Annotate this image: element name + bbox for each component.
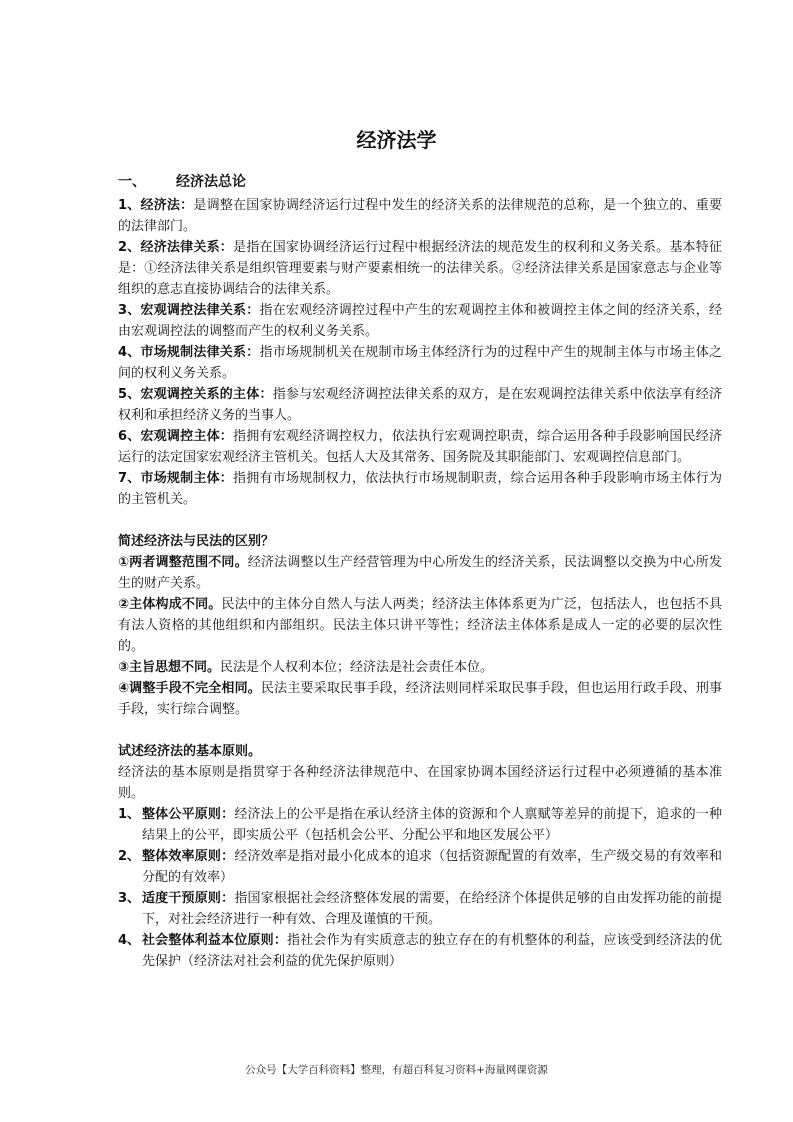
principle-text: 经济法上的公平是指在承认经济主体的资源和个人禀赋等差异的前提下，追求的一种结果上的公平，即实质公平（包括机会公平、分配公平和地区发展公平） xyxy=(142,807,722,843)
principle-text: 经济效率是指对最小化成本的追求（包括资源配置的有效率，生产级交易的有效率和分配的有效率） xyxy=(142,849,722,885)
definition-term: 1、经济法： xyxy=(118,198,194,213)
principle-term: 整体公平原则： xyxy=(142,807,235,822)
definition-paragraph xyxy=(118,300,722,342)
question-title: 试述经济法的基本原则。 xyxy=(118,744,262,759)
definition-term: 5、宏观调控关系的主体： xyxy=(118,387,273,402)
list-item xyxy=(118,888,722,930)
definition-term: 6、宏观调控主体： xyxy=(118,429,234,444)
definition-text: 指在宏观经济调控过程中产生的宏观调控主体和被调控主体之间的经济关系，经由宏观调控法的调整而产生的权利义务关系。 xyxy=(118,303,722,339)
principle-text: 指国家根据社会经济整体发展的需要，在给经济个体提供足够的自由发挥功能的前提下，对社会经济进行一种有效、合理及谨慎的干预。 xyxy=(142,891,722,927)
definition-text: 指参与宏观经济调控法律关系的双方，是在宏观调控法律关系中依法享有经济权利和承担经济义务的当事人。 xyxy=(118,387,722,423)
principle-term: 整体效率原则： xyxy=(142,849,235,864)
answer-paragraph xyxy=(118,678,722,720)
principle-text: 指社会作为有实质意志的独立存在的有机整体的利益，应该受到经济法的优先保护（经济法对社会利益的优先保护原则） xyxy=(142,933,722,969)
definition-paragraph xyxy=(118,195,722,237)
answer-paragraph xyxy=(118,657,722,678)
principle-term: 适度干预原则： xyxy=(142,891,235,906)
answer-text: 民法中的主体分自然人与法人两类；经济法主体体系更为广泛，包括法人，也包括不具有法人资格的其他组织和内部组织。民法主体只讲平等性；经济法主体体系是成人一定的必要的层次性的。 xyxy=(118,597,722,654)
definition-paragraph xyxy=(118,468,722,510)
list-number: 3、 xyxy=(118,891,141,906)
answer-text: 民法是个人权利本位；经济法是社会责任本位。 xyxy=(220,660,494,675)
definition-paragraph xyxy=(118,426,722,468)
page-footer: 公众号【大学百科资料】整理，有超百科复习资料+海量网课资源 xyxy=(245,1064,548,1076)
definition-paragraph xyxy=(118,237,722,300)
answer-term: ③主旨思想不同。 xyxy=(118,660,221,675)
definition-term: 2、经济法律关系： xyxy=(118,240,234,255)
question-title: 简述经济法与民法的区别？ xyxy=(118,534,275,549)
definition-term: 3、宏观调控法律关系： xyxy=(118,303,260,318)
list-item xyxy=(118,846,722,888)
answer-term: ④调整手段不完全相同。 xyxy=(118,681,261,696)
answer-term: ②主体构成不同。 xyxy=(118,597,222,612)
definition-text: 指拥有市场规制权力，依法执行市场规制职责，综合运用各种手段影响市场主体行为的主管机关。 xyxy=(118,471,722,507)
definition-text: 指拥有宏观经济调控权力，依法执行宏观调控职责，综合运用各种手段影响国民经济运行的法定国家宏观经济主管机关。包括人大及其常务、国务院及其职能部门、宏观调控信息部门。 xyxy=(118,429,722,465)
definition-text: 是调整在国家协调经济运行过程中发生的经济关系的法律规范的总称，是一个独立的、重要的法律部门。 xyxy=(118,198,722,234)
intro-paragraph: 经济法的基本原则是指贯穿于各种经济法律规范中、在国家协调本国经济运行过程中必须遵循的基本准则。 xyxy=(118,765,722,801)
answer-term: ①两者调整范围不同。 xyxy=(118,555,248,570)
answer-text: 民法主要采取民事手段，经济法则同样采取民事手段，但也运用行政手段、刑事手段，实行综合调整。 xyxy=(118,681,722,717)
definition-term: 4、市场规制法律关系： xyxy=(118,345,260,360)
definition-text: 指市场规制机关在规制市场主体经济行为的过程中产生的规制主体与市场主体之间的权利义务关系。 xyxy=(118,345,722,381)
principle-term: 社会整体利益本位原则： xyxy=(142,933,288,948)
answer-paragraph xyxy=(118,594,722,657)
list-number: 4、 xyxy=(118,933,141,948)
answer-text: 经济法调整以生产经营管理为中心所发生的经济关系，民法调整以交换为中心所发生的财产关系。 xyxy=(118,555,722,591)
section-heading xyxy=(118,172,722,193)
page-title: 经济法学 xyxy=(356,128,437,152)
list-item xyxy=(118,804,722,846)
list-number: 2、 xyxy=(118,849,141,864)
definition-text: 是指在国家协调经济运行过程中根据经济法的规范发生的权利和义务关系。基本特征是：①经济法律关系是组织管理要素与财产要素相统一的法律关系。②经济法律关系是国家意志与企业等组织的意志直接协调结合的法律关系。 xyxy=(118,240,722,297)
section-number: 一、 xyxy=(118,174,146,190)
definition-paragraph xyxy=(118,342,722,384)
definition-paragraph xyxy=(118,384,722,426)
list-item xyxy=(118,930,722,972)
document-body xyxy=(118,172,722,972)
definition-term: 7、市场规制主体： xyxy=(118,471,234,486)
list-number: 1、 xyxy=(118,807,141,822)
answer-paragraph xyxy=(118,552,722,594)
section-title: 经济法总论 xyxy=(176,174,246,190)
